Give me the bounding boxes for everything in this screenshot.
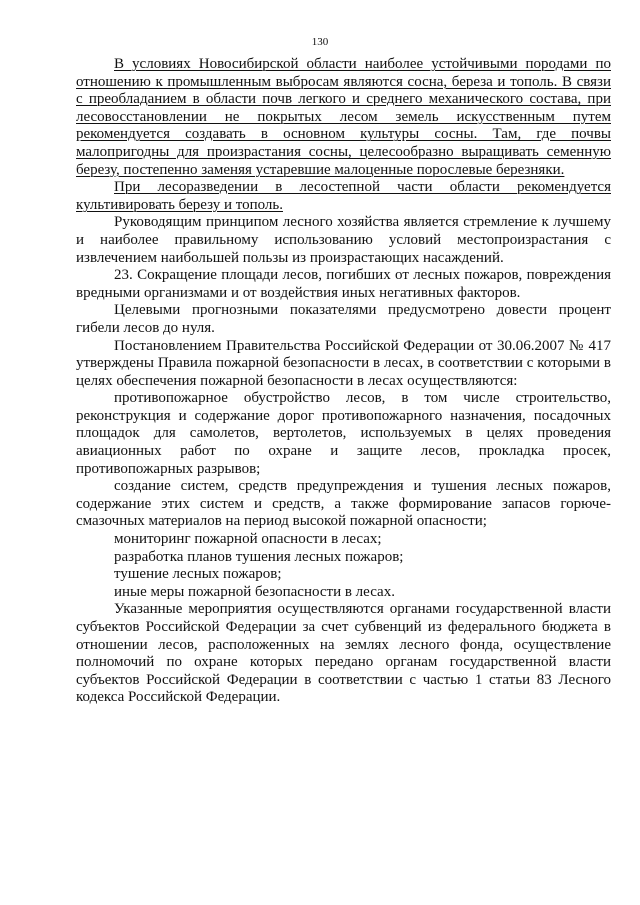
paragraph-guiding-principle: Руководящим принципом лесного хозяйства является стремление к лучшему и наиболее правильному использованию условий местопроизрастания с извлечением наибольшей пользы из произрастающих насаждений. [76,214,611,266]
list-item-fire-infrastructure: противопожарное обустройство лесов, в том числе строительство, реконструкция и содержание дорог противопожарного назначения, посадочных площадок для самолетов, вертолетов, используемых в целях проведения авиационных работ по охране и защите лесов, прокладка просек, противопожарных разрывов; [76,390,611,477]
document-body [76,56,611,707]
paragraph-forest-steppe [76,179,611,214]
paragraph-target-indicators: Целевыми прогнозными показателями предусмотрено довести процент гибели лесов до нуля. [76,302,611,336]
list-item-other-measures: иные меры пожарной безопасности в лесах. [114,583,395,600]
paragraph-text: При лесоразведении в лесостепной части области рекомендуется культивировать березу и тополь. [76,179,611,213]
paragraph-section-23: 23. Сокращение площади лесов, погибших от лесных пожаров, повреждения вредными организмами и от воздействия иных негативных факторов. [76,267,611,301]
paragraph-government-decree: Постановлением Правительства Российской Федерации от 30.06.2007 № 417 утверждены Правила пожарной безопасности в лесах, в соответствии с которыми в целях обеспечения пожарной безопасности в лесах осуществляются: [76,337,611,389]
paragraph-text: В условиях Новосибирской области наиболее устойчивыми породами по отношению к промышленным выбросам являются сосна, береза и тополь. В связи с преобладанием в области почв легкого и среднего механического состава, при лесовосстановлении не покрытых лесом земель искусственным путем рекомендуется создавать в основном культуры сосны. Там, где почвы малопригодны для произрастания сосны, целесообразно выращивать семенную березу, постепенно заменяя устаревшие малоценные порослевые березняки. [76,56,611,178]
list-item-monitoring: мониторинг пожарной опасности в лесах; [114,531,382,548]
paragraph-implementation: Указанные мероприятия осуществляются органами государственной власти субъектов Российской Федерации за счет субвенций из федерального бюджета в отношении лесов, расположенных на землях лесного фонда, осуществление полномочий по охране которых передано органам государственной власти субъектов Российской Федерации в соответствии с частью 1 статьи 83 Лесного кодекса Российской Федерации. [76,601,611,706]
paragraph-species-recommendation [76,56,611,179]
list-item-fire-systems: создание систем, средств предупреждения и тушения лесных пожаров, содержание этих систем и средств, а также формирование запасов горюче-смазочных материалов на период высокой пожарной опасности; [76,478,611,530]
list-item-plans: разработка планов тушения лесных пожаров; [114,548,404,565]
list-item-extinguishing: тушение лесных пожаров; [114,566,282,583]
page-number: 130 [311,36,329,48]
